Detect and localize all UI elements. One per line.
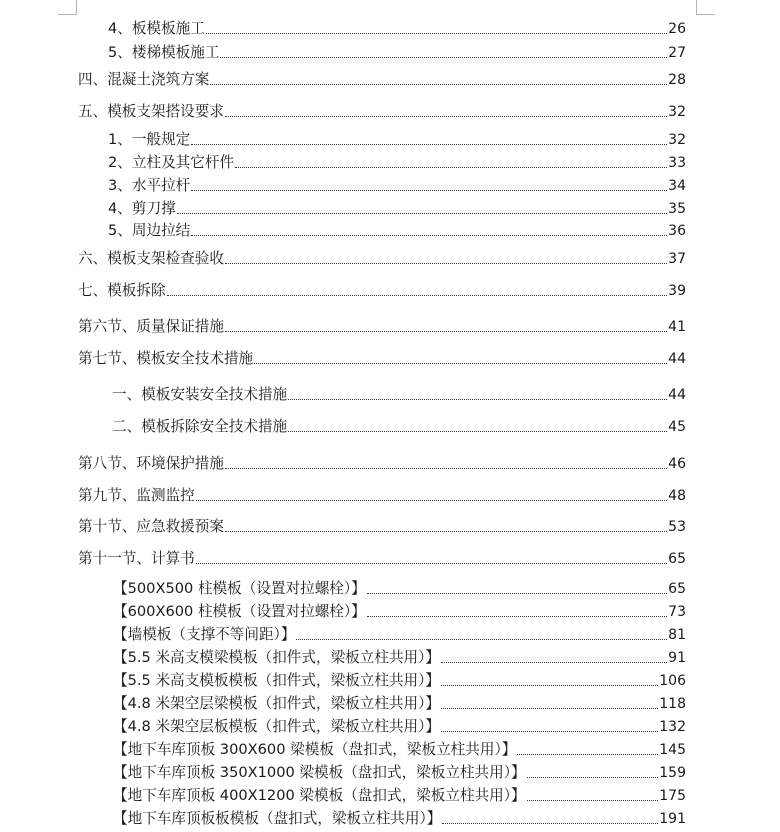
toc-entry-page: 191 bbox=[659, 811, 686, 827]
toc-entry-page: 65 bbox=[668, 581, 686, 597]
toc-leader bbox=[441, 661, 667, 663]
toc-entry-label: 5、周边拉结 bbox=[108, 222, 191, 239]
toc-entry-page: 106 bbox=[659, 673, 686, 689]
toc-entry[interactable] bbox=[113, 574, 686, 598]
toc-entry-page: 45 bbox=[668, 419, 686, 435]
toc-entry[interactable] bbox=[113, 597, 686, 621]
toc-leader bbox=[225, 115, 667, 117]
toc-entry[interactable] bbox=[78, 449, 686, 473]
toc-leader bbox=[442, 822, 658, 824]
toc-entry-page: 27 bbox=[668, 45, 686, 61]
toc-entry-page: 37 bbox=[668, 251, 686, 267]
toc-entry[interactable] bbox=[78, 512, 686, 536]
toc-entry-label: 第六节、质量保证措施 bbox=[78, 318, 224, 335]
toc-leader bbox=[191, 143, 667, 145]
toc-entry-page: 44 bbox=[668, 351, 686, 367]
toc-entry-page: 91 bbox=[668, 650, 686, 666]
toc-entry-label: 4、剪刀撑 bbox=[108, 200, 176, 217]
toc-entry-page: 73 bbox=[668, 604, 686, 620]
toc-entry-label: 二、模板拆除安全技术措施 bbox=[112, 418, 288, 435]
toc-entry-page: 53 bbox=[668, 519, 686, 535]
toc-entry[interactable] bbox=[78, 244, 686, 268]
toc-entry-label: 【4.8 米架空层梁模板（扣件式，梁板立柱共用）】 bbox=[113, 695, 441, 712]
toc-entry-page: 41 bbox=[668, 319, 686, 335]
page-corner-mark-left bbox=[58, 0, 77, 15]
toc-entry-page: 28 bbox=[668, 72, 686, 88]
toc-entry[interactable] bbox=[113, 643, 686, 667]
toc-leader bbox=[196, 499, 667, 501]
toc-entry-page: 26 bbox=[668, 21, 686, 37]
toc-entry-label: 3、水平拉杆 bbox=[108, 177, 191, 194]
toc-entry[interactable] bbox=[78, 312, 686, 336]
toc-leader bbox=[441, 684, 658, 686]
toc-entry[interactable] bbox=[113, 804, 686, 828]
toc-entry-label: 【地下车库顶板 350X1000 梁模板（盘扣式，梁板立柱共用）】 bbox=[113, 764, 526, 781]
toc-leader bbox=[191, 189, 667, 191]
toc-leader bbox=[196, 562, 667, 564]
toc-entry-page: 32 bbox=[668, 104, 686, 120]
toc-entry-page: 81 bbox=[668, 627, 686, 643]
toc-leader bbox=[254, 362, 667, 364]
toc-entry-label: 1、一般规定 bbox=[108, 131, 191, 148]
toc-leader bbox=[177, 212, 668, 214]
toc-entry-label: 【5.5 米高支模梁模板（扣件式，梁板立柱共用）】 bbox=[113, 649, 441, 666]
toc-entry[interactable] bbox=[108, 216, 686, 240]
toc-entry[interactable] bbox=[113, 758, 686, 782]
toc-entry-page: 33 bbox=[668, 155, 686, 171]
toc-leader bbox=[210, 83, 667, 85]
toc-leader bbox=[225, 330, 667, 332]
toc-entry[interactable] bbox=[78, 481, 686, 505]
toc-leader bbox=[527, 776, 659, 778]
toc-entry[interactable] bbox=[113, 781, 686, 805]
toc-entry[interactable] bbox=[108, 38, 686, 62]
toc-leader bbox=[220, 56, 667, 58]
toc-entry-page: 39 bbox=[668, 283, 686, 299]
toc-entry[interactable] bbox=[108, 125, 686, 149]
toc-entry-label: 第十节、应急救援预案 bbox=[78, 518, 224, 535]
toc-leader bbox=[367, 615, 667, 617]
toc-entry[interactable] bbox=[113, 666, 686, 690]
toc-entry-label: 第十一节、计算书 bbox=[78, 550, 195, 567]
toc-entry[interactable] bbox=[113, 735, 686, 759]
toc-entry-page: 36 bbox=[668, 223, 686, 239]
toc-entry-label: 六、模板支架检查验收 bbox=[78, 250, 224, 267]
toc-entry-label: 5、楼梯模板施工 bbox=[108, 44, 220, 61]
toc-entry[interactable] bbox=[108, 171, 686, 195]
toc-entry-page: 46 bbox=[668, 456, 686, 472]
toc-entry-label: 第七节、模板安全技术措施 bbox=[78, 350, 254, 367]
toc-entry[interactable] bbox=[78, 97, 686, 121]
toc-entry-page: 159 bbox=[659, 765, 686, 781]
toc-leader bbox=[288, 430, 667, 432]
toc-entry-label: 【500X500 柱模板（设置对拉螺栓）】 bbox=[113, 580, 366, 597]
toc-entry-label: 【地下车库顶板板模板（盘扣式，梁板立柱共用）】 bbox=[113, 810, 442, 827]
toc-leader bbox=[296, 638, 667, 640]
toc-leader bbox=[225, 467, 667, 469]
toc-entry-label: 【地下车库顶板 400X1200 梁模板（盘扣式，梁板立柱共用）】 bbox=[113, 787, 526, 804]
toc-entry-label: 五、模板支架搭设要求 bbox=[78, 103, 224, 120]
toc-leader bbox=[235, 166, 667, 168]
toc-entry-label: 【4.8 米架空层板模板（扣件式，梁板立柱共用）】 bbox=[113, 718, 441, 735]
toc-entry-page: 65 bbox=[668, 551, 686, 567]
page-corner-mark-right bbox=[696, 0, 715, 15]
toc-leader bbox=[167, 294, 668, 296]
toc-leader bbox=[206, 32, 667, 34]
toc-entry-label: 【5.5 米高支模板模板（扣件式，梁板立柱共用）】 bbox=[113, 672, 441, 689]
toc-entry-page: 44 bbox=[668, 387, 686, 403]
toc-entry-label: 第九节、监测监控 bbox=[78, 487, 195, 504]
toc-entry-label: 【墙模板（支撑不等间距）】 bbox=[113, 626, 296, 643]
toc-entry[interactable] bbox=[113, 712, 686, 736]
toc-entry-label: 第八节、环境保护措施 bbox=[78, 455, 224, 472]
toc-leader bbox=[288, 398, 667, 400]
toc-leader bbox=[517, 753, 658, 755]
toc-entry[interactable] bbox=[112, 412, 686, 436]
toc-entry[interactable] bbox=[108, 148, 686, 172]
toc-entry[interactable] bbox=[112, 380, 686, 404]
toc-leader bbox=[225, 530, 667, 532]
toc-entry[interactable] bbox=[78, 544, 686, 568]
toc-leader bbox=[441, 707, 658, 709]
toc-entry-page: 132 bbox=[659, 719, 686, 735]
toc-entry-label: 4、板模板施工 bbox=[108, 20, 205, 37]
toc-leader bbox=[367, 592, 667, 594]
toc-entry-page: 175 bbox=[659, 788, 686, 804]
toc-entry-page: 34 bbox=[668, 178, 686, 194]
toc-entry-label: 2、立柱及其它杆件 bbox=[108, 154, 235, 171]
toc-entry[interactable] bbox=[78, 65, 686, 89]
toc-entry-page: 145 bbox=[659, 742, 686, 758]
toc-leader bbox=[225, 262, 667, 264]
toc-entry[interactable] bbox=[78, 344, 686, 368]
toc-entry-label: 【地下车库顶板 300X600 梁模板（盘扣式，梁板立柱共用）】 bbox=[113, 741, 517, 758]
toc-entry-page: 32 bbox=[668, 132, 686, 148]
toc-entry-label: 一、模板安装安全技术措施 bbox=[112, 386, 288, 403]
toc-entry[interactable] bbox=[78, 276, 686, 300]
toc-entry-page: 118 bbox=[659, 696, 686, 712]
toc-entry-label: 【600X600 柱模板（设置对拉螺栓）】 bbox=[113, 603, 366, 620]
toc-entry-page: 48 bbox=[668, 488, 686, 504]
toc-leader bbox=[527, 799, 659, 801]
toc-entry-page: 35 bbox=[668, 201, 686, 217]
toc-leader bbox=[191, 234, 667, 236]
toc-entry[interactable] bbox=[108, 14, 686, 38]
toc-entry-label: 四、混凝土浇筑方案 bbox=[78, 71, 210, 88]
toc-entry[interactable] bbox=[113, 689, 686, 713]
toc-entry-label: 七、模板拆除 bbox=[78, 282, 166, 299]
toc-entry[interactable] bbox=[113, 620, 686, 644]
toc-entry[interactable] bbox=[108, 194, 686, 218]
toc-leader bbox=[441, 730, 658, 732]
